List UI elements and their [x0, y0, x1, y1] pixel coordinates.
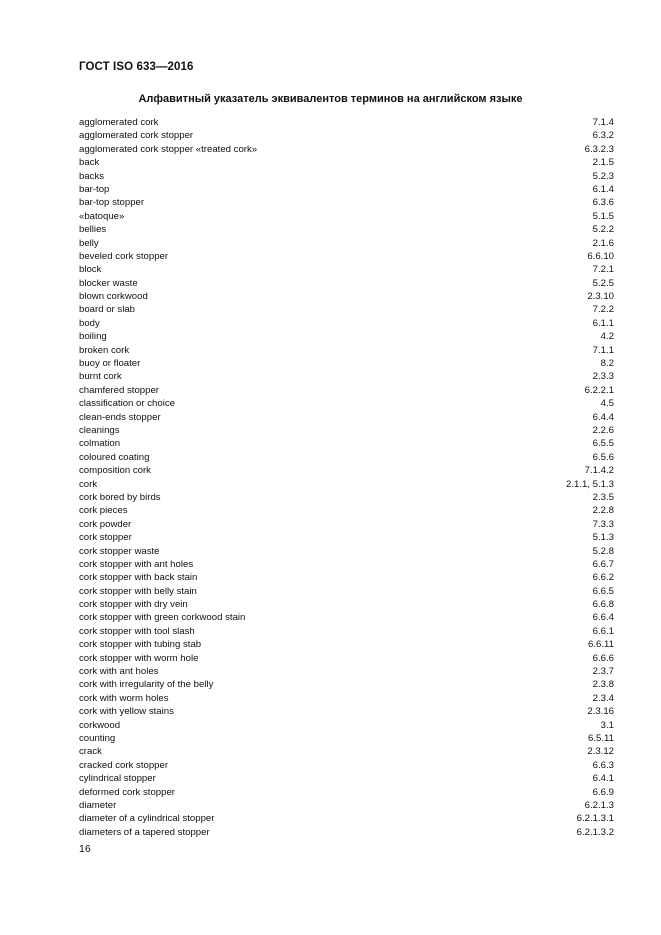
section-title: Алфавитный указатель эквивалентов терминов на английском языке — [138, 93, 523, 105]
index-reference: 6.5.11 — [588, 732, 614, 744]
page-number: 16 — [79, 843, 91, 855]
index-term: blown corkwood — [79, 291, 148, 303]
index-reference: 7.2.2 — [592, 304, 614, 316]
index-term: composition cork — [79, 465, 151, 477]
index-entry — [79, 263, 614, 276]
index-entry — [79, 571, 614, 584]
index-entry — [79, 518, 614, 531]
index-reference: 2.3.16 — [587, 706, 614, 718]
index-term: crack — [79, 746, 102, 758]
index-reference: 6.6.10 — [587, 250, 614, 262]
index-term: block — [79, 264, 102, 276]
index-entry — [79, 330, 614, 343]
index-reference: 8.2 — [600, 358, 614, 370]
index-entry — [79, 585, 614, 598]
index-reference: 4.2 — [600, 331, 614, 343]
index-entry — [79, 290, 614, 303]
index-reference: 7.1.1 — [592, 344, 614, 356]
index-entry — [79, 638, 614, 651]
index-term: counting — [79, 732, 116, 744]
index-term: cork bored by birds — [79, 491, 161, 503]
index-term: classification or choice — [79, 398, 175, 410]
index-term: corkwood — [79, 719, 121, 731]
index-term: coloured coating — [79, 451, 150, 463]
index-reference: 5.2.5 — [592, 277, 614, 289]
index-reference: 6.3.2 — [592, 130, 614, 142]
index-term: back — [79, 157, 100, 169]
index-entry — [79, 719, 614, 732]
index-entry — [79, 558, 614, 571]
index-entry — [79, 277, 614, 290]
index-term: cork stopper with tool slash — [79, 625, 195, 637]
index-term: buoy or floater — [79, 358, 141, 370]
index-term: cylindrical stopper — [79, 773, 156, 785]
index-term: board or slab — [79, 304, 135, 316]
index-reference: 6.6.5 — [592, 585, 614, 597]
index-reference: 6.6.9 — [592, 786, 614, 798]
index-entry — [79, 625, 614, 638]
index-entry — [79, 397, 614, 410]
index-reference: 6.1.4 — [592, 183, 614, 195]
index-reference: 6.4.4 — [592, 411, 614, 423]
index-entry — [79, 759, 614, 772]
index-term: backs — [79, 170, 105, 182]
index-reference: 6.6.3 — [592, 759, 614, 771]
index-entry — [79, 384, 614, 397]
index-reference: 2.3.10 — [587, 291, 614, 303]
index-term: beveled cork stopper — [79, 250, 169, 262]
index-entry — [79, 357, 614, 370]
index-term: cork powder — [79, 518, 132, 530]
index-term: deformed cork stopper — [79, 786, 175, 798]
index-reference: 6.6.8 — [592, 599, 614, 611]
index-entry — [79, 652, 614, 665]
index-reference: 2.3.7 — [592, 666, 614, 678]
index-term: bar-top stopper — [79, 197, 145, 209]
index-term: agglomerated cork — [79, 117, 159, 128]
index-reference: 3.1 — [600, 719, 614, 731]
index-term: burnt cork — [79, 371, 122, 383]
index-term: cork with ant holes — [79, 666, 159, 678]
index-reference: 6.2.1.3.2 — [576, 826, 614, 838]
index-reference: 6.6.11 — [588, 639, 614, 651]
index-reference: 6.5.6 — [592, 451, 614, 463]
index-entry — [79, 545, 614, 558]
index-entry — [79, 210, 614, 223]
index-entry — [79, 786, 614, 799]
index-entry — [79, 504, 614, 517]
index-entry — [79, 478, 614, 491]
index-term: cork stopper with ant holes — [79, 558, 194, 570]
index-entry — [79, 250, 614, 263]
index-reference: 2.3.3 — [592, 371, 614, 383]
index-term: cork stopper with dry vein — [79, 599, 188, 611]
index-reference: 2.1.1, 5.1.3 — [565, 478, 614, 490]
term-index-list — [79, 116, 614, 839]
index-term: diameter of a cylindrical stopper — [79, 813, 215, 825]
index-entry — [79, 692, 614, 705]
index-term: cork stopper with tubing stab — [79, 639, 202, 651]
index-reference: 2.2.8 — [592, 505, 614, 517]
index-term: cork with worm holes — [79, 692, 169, 704]
index-term: bellies — [79, 224, 107, 236]
index-entry — [79, 116, 614, 129]
index-reference: 6.2.1.3 — [584, 799, 614, 811]
index-term: cork stopper with back stain — [79, 572, 198, 584]
index-reference: 6.6.1 — [592, 625, 614, 637]
index-entry — [79, 223, 614, 236]
index-term: diameters of a tapered stopper — [79, 826, 210, 838]
index-entry — [79, 344, 614, 357]
index-reference: 2.1.6 — [592, 237, 614, 249]
index-term: agglomerated cork stopper — [79, 130, 194, 142]
index-term: cork with yellow stains — [79, 706, 174, 718]
index-reference: 2.1.5 — [592, 157, 614, 169]
index-reference: 5.1.3 — [592, 532, 614, 544]
index-reference: 6.6.2 — [592, 572, 614, 584]
index-entry — [79, 732, 614, 745]
index-reference: 6.1.1 — [592, 317, 614, 329]
index-reference: 2.3.4 — [592, 692, 614, 704]
index-entry — [79, 437, 614, 450]
index-entry — [79, 491, 614, 504]
index-term: cork stopper with belly stain — [79, 585, 197, 597]
index-reference: 5.2.8 — [592, 545, 614, 557]
index-entry — [79, 411, 614, 424]
index-reference: 2.3.8 — [592, 679, 614, 691]
index-term: belly — [79, 237, 99, 249]
index-reference: 7.3.3 — [592, 518, 614, 530]
index-reference: 5.2.3 — [592, 170, 614, 182]
index-entry — [79, 183, 614, 196]
index-entry — [79, 156, 614, 169]
index-reference: 6.3.2.3 — [584, 143, 614, 155]
index-term: cork stopper waste — [79, 545, 160, 557]
index-term: cleanings — [79, 424, 120, 436]
index-entry — [79, 451, 614, 464]
index-term: colmation — [79, 438, 121, 450]
index-reference: 6.4.1 — [592, 773, 614, 785]
index-entry — [79, 531, 614, 544]
index-reference: 7.2.1 — [592, 264, 614, 276]
index-reference: 5.2.2 — [592, 224, 614, 236]
index-reference: 2.2.6 — [592, 424, 614, 436]
index-entry — [79, 705, 614, 718]
index-term: cracked cork stopper — [79, 759, 169, 771]
index-entry — [79, 464, 614, 477]
index-reference: 6.2.2.1 — [584, 384, 614, 396]
document-header: ГОСТ ISO 633—2016 — [79, 61, 194, 73]
index-entry — [79, 678, 614, 691]
index-entry — [79, 665, 614, 678]
index-reference: 6.5.5 — [592, 438, 614, 450]
index-term: broken cork — [79, 344, 130, 356]
index-reference: 5.1.5 — [592, 210, 614, 222]
index-reference: 6.6.6 — [592, 652, 614, 664]
index-term: boiling — [79, 331, 107, 343]
index-entry — [79, 772, 614, 785]
index-reference: 4.5 — [600, 398, 614, 410]
index-entry — [79, 237, 614, 250]
index-reference: 2.3.5 — [592, 491, 614, 503]
index-reference: 7.1.4.2 — [584, 465, 614, 477]
index-term: chamfered stopper — [79, 384, 159, 396]
index-term: cork stopper with worm hole — [79, 652, 199, 664]
index-entry — [79, 170, 614, 183]
index-reference: 2.3.12 — [587, 746, 614, 758]
index-entry — [79, 424, 614, 437]
index-entry — [79, 317, 614, 330]
index-term: bar-top — [79, 183, 110, 195]
index-entry — [79, 196, 614, 209]
index-entry — [79, 745, 614, 758]
index-term: diameter — [79, 799, 117, 811]
index-term: cork stopper with green corkwood stain — [79, 612, 246, 624]
index-reference: 6.6.4 — [592, 612, 614, 624]
index-term: cork stopper — [79, 532, 132, 544]
index-reference: 7.1.4 — [592, 117, 614, 128]
index-term: agglomerated cork stopper «treated cork» — [79, 143, 258, 155]
index-term: cork with irregularity of the belly — [79, 679, 214, 691]
index-term: cork pieces — [79, 505, 128, 517]
index-reference: 6.6.7 — [592, 558, 614, 570]
index-entry — [79, 812, 614, 825]
index-entry — [79, 129, 614, 142]
index-entry — [79, 611, 614, 624]
index-entry — [79, 143, 614, 156]
index-term: clean-ends stopper — [79, 411, 161, 423]
index-entry — [79, 303, 614, 316]
index-reference: 6.3.6 — [592, 197, 614, 209]
index-entry — [79, 598, 614, 611]
index-entry — [79, 799, 614, 812]
index-term: cork — [79, 478, 98, 490]
index-entry — [79, 826, 614, 839]
index-term: «batoque» — [79, 210, 125, 222]
index-term: body — [79, 317, 100, 329]
index-reference: 6.2.1.3.1 — [576, 813, 614, 825]
index-term: blocker waste — [79, 277, 138, 289]
index-entry — [79, 370, 614, 383]
